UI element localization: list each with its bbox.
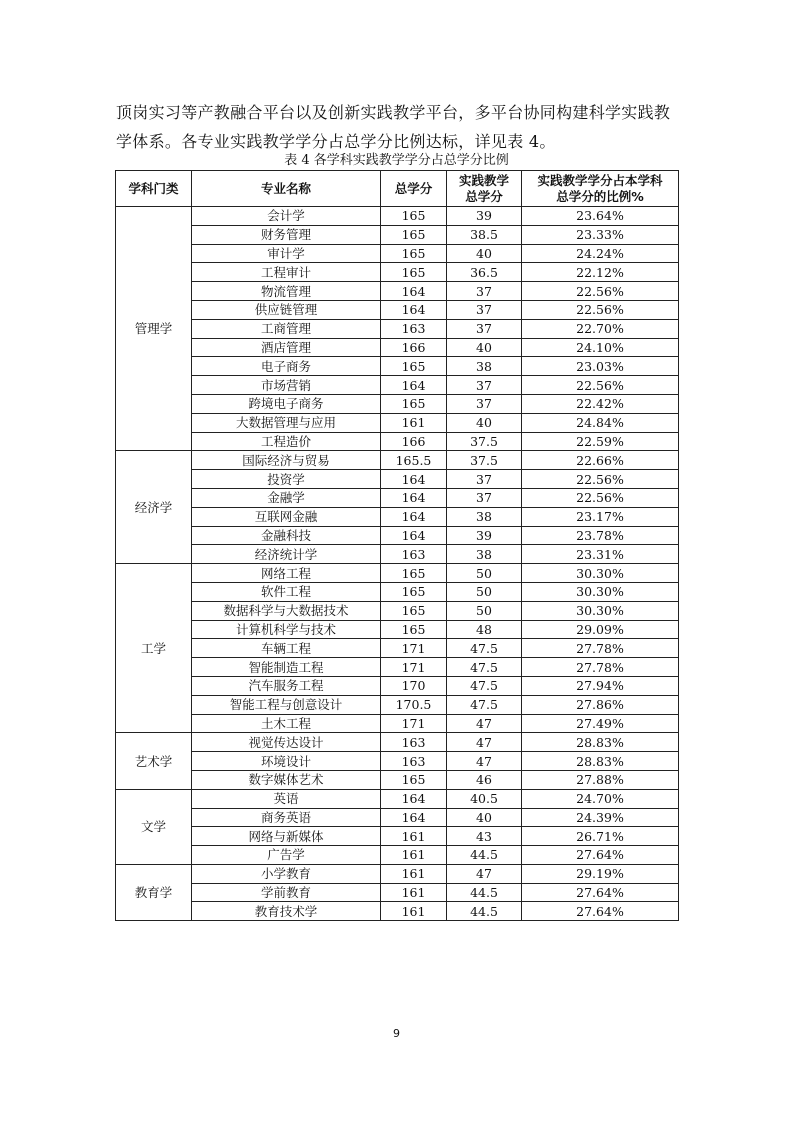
- major-cell: 工程造价: [192, 432, 381, 451]
- major-cell: 跨境电子商务: [192, 394, 381, 413]
- table-row: [116, 582, 679, 601]
- total-credits-cell: 164: [381, 300, 447, 319]
- practice-credits-cell: 39: [447, 207, 522, 226]
- ratio-cell: 27.78%: [522, 658, 679, 677]
- total-credits-cell: 164: [381, 282, 447, 301]
- header-major: 专业名称: [192, 171, 381, 207]
- table-row: [116, 601, 679, 620]
- total-credits-cell: 166: [381, 338, 447, 357]
- table-row: [116, 733, 679, 752]
- table-row: [116, 300, 679, 319]
- table-row: [116, 883, 679, 902]
- practice-credits-cell: 37: [447, 470, 522, 489]
- total-credits-cell: 171: [381, 658, 447, 677]
- ratio-cell: 27.94%: [522, 676, 679, 695]
- total-credits-cell: 161: [381, 883, 447, 902]
- practice-credits-cell: 47.5: [447, 639, 522, 658]
- total-credits-cell: 165: [381, 207, 447, 226]
- practice-credits-cell: 44.5: [447, 902, 522, 921]
- major-cell: 汽车服务工程: [192, 676, 381, 695]
- ratio-cell: 24.84%: [522, 413, 679, 432]
- practice-credits-cell: 43: [447, 827, 522, 846]
- category-cell: 管理学: [116, 207, 192, 451]
- ratio-cell: 23.33%: [522, 225, 679, 244]
- total-credits-cell: 165: [381, 225, 447, 244]
- ratio-cell: 22.56%: [522, 282, 679, 301]
- ratio-cell: 27.88%: [522, 770, 679, 789]
- table-row: [116, 413, 679, 432]
- total-credits-cell: 165: [381, 244, 447, 263]
- table-row: [116, 432, 679, 451]
- header-practice-ratio: 实践教学学分占本学科总学分的比例%: [522, 171, 679, 207]
- total-credits-cell: 164: [381, 808, 447, 827]
- practice-credits-cell: 46: [447, 770, 522, 789]
- header-category: 学科门类: [116, 171, 192, 207]
- header-practice-credits: 实践教学总学分: [447, 171, 522, 207]
- intro-line-2: 学体系。各专业实践教学学分占总学分比例达标，详见表 4。: [116, 132, 556, 151]
- table-row: [116, 545, 679, 564]
- major-cell: 教育技术学: [192, 902, 381, 921]
- ratio-cell: 27.78%: [522, 639, 679, 658]
- major-cell: 网络与新媒体: [192, 827, 381, 846]
- major-cell: 金融学: [192, 488, 381, 507]
- practice-credits-cell: 47: [447, 752, 522, 771]
- total-credits-cell: 161: [381, 864, 447, 883]
- table-row: [116, 451, 679, 470]
- total-credits-cell: 165: [381, 394, 447, 413]
- ratio-cell: 22.66%: [522, 451, 679, 470]
- total-credits-cell: 165.5: [381, 451, 447, 470]
- table-row: [116, 394, 679, 413]
- practice-credits-cell: 47.5: [447, 658, 522, 677]
- category-cell: 文学: [116, 789, 192, 864]
- practice-credits-cell: 47: [447, 714, 522, 733]
- practice-credits-cell: 37: [447, 394, 522, 413]
- practice-credits-cell: 39: [447, 526, 522, 545]
- total-credits-cell: 165: [381, 564, 447, 583]
- major-cell: 计算机科学与技术: [192, 620, 381, 639]
- major-cell: 广告学: [192, 846, 381, 865]
- total-credits-cell: 165: [381, 263, 447, 282]
- total-credits-cell: 165: [381, 357, 447, 376]
- table-row: [116, 507, 679, 526]
- practice-credits-cell: 50: [447, 601, 522, 620]
- major-cell: 数字媒体艺术: [192, 770, 381, 789]
- table-row: [116, 827, 679, 846]
- major-cell: 数据科学与大数据技术: [192, 601, 381, 620]
- ratio-cell: 27.49%: [522, 714, 679, 733]
- practice-credits-cell: 37.5: [447, 432, 522, 451]
- table-row: [116, 620, 679, 639]
- ratio-cell: 24.70%: [522, 789, 679, 808]
- ratio-cell: 22.56%: [522, 488, 679, 507]
- ratio-cell: 22.56%: [522, 470, 679, 489]
- total-credits-cell: 171: [381, 714, 447, 733]
- total-credits-cell: 163: [381, 319, 447, 338]
- ratio-cell: 24.39%: [522, 808, 679, 827]
- table-row: [116, 488, 679, 507]
- total-credits-cell: 164: [381, 488, 447, 507]
- major-cell: 供应链管理: [192, 300, 381, 319]
- total-credits-cell: 165: [381, 582, 447, 601]
- practice-credits-cell: 47: [447, 733, 522, 752]
- major-cell: 投资学: [192, 470, 381, 489]
- table-row: [116, 639, 679, 658]
- ratio-cell: 28.83%: [522, 752, 679, 771]
- ratio-cell: 28.83%: [522, 733, 679, 752]
- total-credits-cell: 163: [381, 545, 447, 564]
- table-caption: 表 4 各学科实践教学学分占总学分比例: [284, 153, 509, 168]
- major-cell: 财务管理: [192, 225, 381, 244]
- major-cell: 物流管理: [192, 282, 381, 301]
- table-row: [116, 695, 679, 714]
- category-cell: 教育学: [116, 864, 192, 920]
- practice-credits-cell: 40.5: [447, 789, 522, 808]
- practice-credits-cell: 47.5: [447, 676, 522, 695]
- table-row: [116, 752, 679, 771]
- table-row: [116, 714, 679, 733]
- table-row: [116, 808, 679, 827]
- header-total-credits: 总学分: [381, 171, 447, 207]
- ratio-cell: 22.59%: [522, 432, 679, 451]
- ratio-cell: 22.56%: [522, 300, 679, 319]
- major-cell: 土木工程: [192, 714, 381, 733]
- practice-credits-cell: 44.5: [447, 846, 522, 865]
- ratio-cell: 23.78%: [522, 526, 679, 545]
- table-row: [116, 225, 679, 244]
- major-cell: 互联网金融: [192, 507, 381, 526]
- total-credits-cell: 161: [381, 902, 447, 921]
- major-cell: 网络工程: [192, 564, 381, 583]
- total-credits-cell: 164: [381, 470, 447, 489]
- table-row: [116, 263, 679, 282]
- table-row: [116, 376, 679, 395]
- practice-credits-cell: 37: [447, 488, 522, 507]
- practice-credit-table: [115, 170, 679, 921]
- total-credits-cell: 170: [381, 676, 447, 695]
- practice-credits-cell: 50: [447, 582, 522, 601]
- total-credits-cell: 165: [381, 620, 447, 639]
- major-cell: 电子商务: [192, 357, 381, 376]
- major-cell: 商务英语: [192, 808, 381, 827]
- practice-credits-cell: 37: [447, 319, 522, 338]
- table-row: [116, 207, 679, 226]
- practice-credits-cell: 38: [447, 507, 522, 526]
- table-row: [116, 319, 679, 338]
- ratio-cell: 30.30%: [522, 582, 679, 601]
- table-body: [116, 207, 679, 921]
- practice-credits-cell: 50: [447, 564, 522, 583]
- ratio-cell: 29.09%: [522, 620, 679, 639]
- practice-credits-cell: 38.5: [447, 225, 522, 244]
- practice-credits-cell: 40: [447, 413, 522, 432]
- table-row: [116, 526, 679, 545]
- major-cell: 智能制造工程: [192, 658, 381, 677]
- ratio-cell: 27.64%: [522, 902, 679, 921]
- category-cell: 艺术学: [116, 733, 192, 789]
- major-cell: 经济统计学: [192, 545, 381, 564]
- total-credits-cell: 163: [381, 752, 447, 771]
- ratio-cell: 29.19%: [522, 864, 679, 883]
- major-cell: 酒店管理: [192, 338, 381, 357]
- practice-credits-cell: 37.5: [447, 451, 522, 470]
- major-cell: 车辆工程: [192, 639, 381, 658]
- total-credits-cell: 163: [381, 733, 447, 752]
- major-cell: 大数据管理与应用: [192, 413, 381, 432]
- major-cell: 审计学: [192, 244, 381, 263]
- major-cell: 国际经济与贸易: [192, 451, 381, 470]
- practice-credits-cell: 38: [447, 545, 522, 564]
- table-row: [116, 282, 679, 301]
- practice-credits-cell: 37: [447, 300, 522, 319]
- ratio-cell: 30.30%: [522, 601, 679, 620]
- page-number: 9: [393, 1027, 400, 1040]
- total-credits-cell: 161: [381, 827, 447, 846]
- table-row: [116, 338, 679, 357]
- practice-credits-cell: 37: [447, 376, 522, 395]
- total-credits-cell: 165: [381, 770, 447, 789]
- major-cell: 工商管理: [192, 319, 381, 338]
- table-row: [116, 564, 679, 583]
- total-credits-cell: 164: [381, 507, 447, 526]
- major-cell: 工程审计: [192, 263, 381, 282]
- practice-credits-cell: 37: [447, 282, 522, 301]
- ratio-cell: 24.24%: [522, 244, 679, 263]
- ratio-cell: 26.71%: [522, 827, 679, 846]
- category-cell: 经济学: [116, 451, 192, 564]
- table-row: [116, 357, 679, 376]
- major-cell: 环境设计: [192, 752, 381, 771]
- intro-line-1: 顶岗实习等产教融合平台以及创新实践教学平台，多平台协同构建科学实践教: [116, 103, 671, 122]
- table-row: [116, 902, 679, 921]
- ratio-cell: 22.56%: [522, 376, 679, 395]
- table-row: [116, 470, 679, 489]
- total-credits-cell: 161: [381, 846, 447, 865]
- ratio-cell: 23.64%: [522, 207, 679, 226]
- major-cell: 视觉传达设计: [192, 733, 381, 752]
- table-row: [116, 846, 679, 865]
- major-cell: 会计学: [192, 207, 381, 226]
- table-row: [116, 244, 679, 263]
- major-cell: 市场营销: [192, 376, 381, 395]
- table-header-row: [116, 171, 679, 207]
- practice-credits-cell: 48: [447, 620, 522, 639]
- total-credits-cell: 171: [381, 639, 447, 658]
- table-row: [116, 864, 679, 883]
- major-cell: 英语: [192, 789, 381, 808]
- ratio-cell: 27.86%: [522, 695, 679, 714]
- total-credits-cell: 164: [381, 789, 447, 808]
- practice-credits-cell: 40: [447, 244, 522, 263]
- major-cell: 小学教育: [192, 864, 381, 883]
- ratio-cell: 27.64%: [522, 883, 679, 902]
- major-cell: 软件工程: [192, 582, 381, 601]
- ratio-cell: 23.31%: [522, 545, 679, 564]
- table-row: [116, 658, 679, 677]
- practice-credits-cell: 40: [447, 808, 522, 827]
- table-row: [116, 789, 679, 808]
- practice-credits-cell: 44.5: [447, 883, 522, 902]
- major-cell: 学前教育: [192, 883, 381, 902]
- ratio-cell: 22.42%: [522, 394, 679, 413]
- major-cell: 智能工程与创意设计: [192, 695, 381, 714]
- practice-credits-cell: 38: [447, 357, 522, 376]
- ratio-cell: 24.10%: [522, 338, 679, 357]
- ratio-cell: 27.64%: [522, 846, 679, 865]
- total-credits-cell: 164: [381, 526, 447, 545]
- ratio-cell: 22.70%: [522, 319, 679, 338]
- total-credits-cell: 170.5: [381, 695, 447, 714]
- total-credits-cell: 164: [381, 376, 447, 395]
- total-credits-cell: 161: [381, 413, 447, 432]
- major-cell: 金融科技: [192, 526, 381, 545]
- total-credits-cell: 166: [381, 432, 447, 451]
- table-row: [116, 676, 679, 695]
- practice-credits-cell: 36.5: [447, 263, 522, 282]
- total-credits-cell: 165: [381, 601, 447, 620]
- ratio-cell: 23.03%: [522, 357, 679, 376]
- intro-paragraph: [116, 98, 686, 156]
- ratio-cell: 23.17%: [522, 507, 679, 526]
- ratio-cell: 30.30%: [522, 564, 679, 583]
- practice-credits-cell: 40: [447, 338, 522, 357]
- category-cell: 工学: [116, 564, 192, 733]
- ratio-cell: 22.12%: [522, 263, 679, 282]
- practice-credits-cell: 47.5: [447, 695, 522, 714]
- table-row: [116, 770, 679, 789]
- practice-credits-cell: 47: [447, 864, 522, 883]
